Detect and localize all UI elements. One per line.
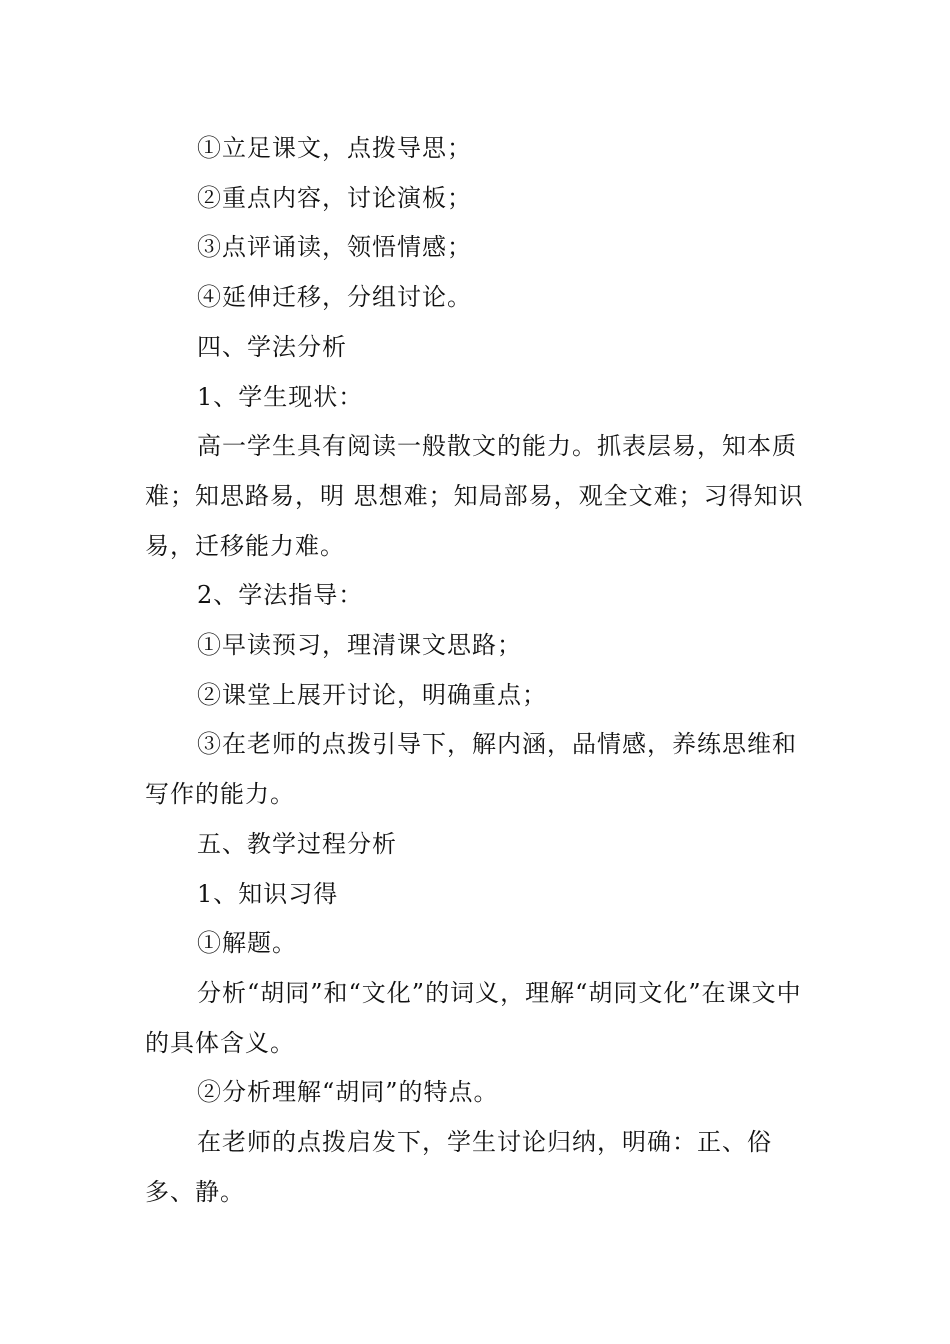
paragraph-discussion-summary: 在老师的点拨启发下，学生讨论归纳，明确：正、俗多、静。 [145, 1128, 772, 1206]
list-item-teaching-method-3: ③点评诵读，领悟情感； [197, 233, 472, 262]
paragraph-student-status: 高一学生具有阅读一般散文的能力。抓表层易，知本质难；知思路易，明 思想难；知局部易，观全文难；习得知识易，迁移能力难。 [145, 432, 804, 560]
subheading-study-guidance: 2、学法指导： [197, 581, 364, 610]
list-item-hutong-features: ②分析理解“胡同”的特点。 [197, 1078, 499, 1107]
list-item-teaching-method-4: ④延伸迁移，分组讨论。 [197, 283, 472, 312]
list-item-guidance-1: ①早读预习，理清课文思路； [197, 631, 522, 660]
list-item-guidance-2: ②课堂上展开讨论，明确重点； [197, 680, 547, 709]
subheading-student-status: 1、学生现状： [197, 382, 364, 411]
list-item-guidance-3: ③在老师的点拨引导下，解内涵，品情感，养练思维和写作的能力。 [145, 730, 797, 809]
section-heading-study-method: 四、学法分析 [197, 332, 347, 361]
paragraph-word-meaning: 分析“胡同”和“文化”的词义，理解“胡同文化”在课文中的具体含义。 [145, 978, 802, 1057]
section-heading-teaching-process: 五、教学过程分析 [197, 829, 397, 858]
list-item-teaching-method-1: ①立足课文，点拨导思； [197, 134, 472, 162]
list-item-title-analysis: ①解题。 [197, 929, 297, 958]
document-body [145, 124, 807, 1217]
list-item-teaching-method-2: ②重点内容，讨论演板； [197, 183, 472, 212]
subheading-knowledge-acquisition: 1、知识习得 [197, 879, 339, 908]
